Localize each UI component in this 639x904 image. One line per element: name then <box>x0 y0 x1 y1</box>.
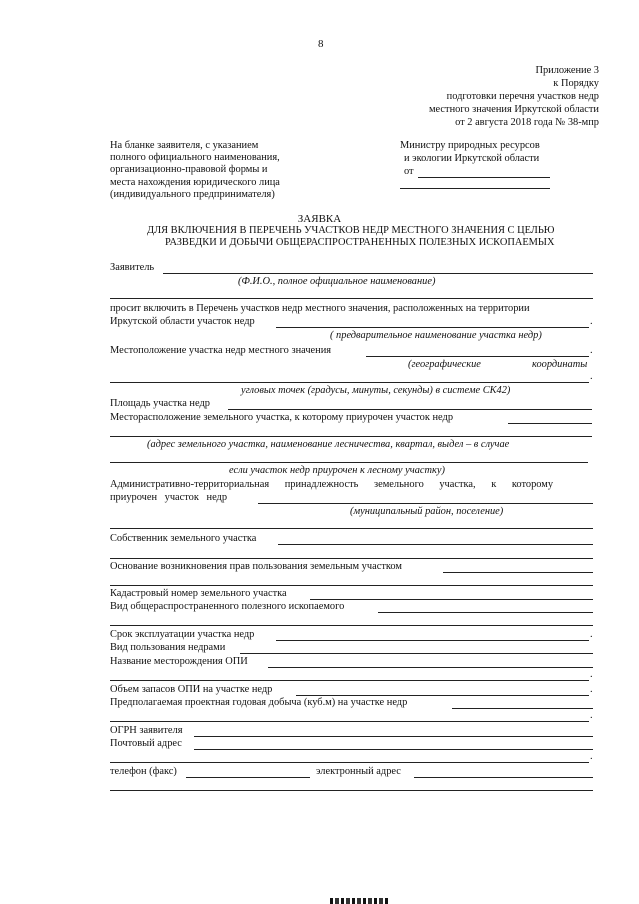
contacts-field-2[interactable] <box>110 790 593 791</box>
deposit-name-field-2[interactable] <box>110 680 589 681</box>
coords-hint-2: угловых точек (градусы, минуты, секунды) в системе СК42) <box>241 385 511 396</box>
term-label: Срок эксплуатации участка недр <box>110 629 255 640</box>
basis-label: Основание возникновения прав пользования земельным участком <box>110 561 402 572</box>
page-number: 8 <box>318 38 324 50</box>
reserves-field[interactable] <box>296 695 589 696</box>
applicant-field-2[interactable] <box>110 298 593 299</box>
form-heading: ЗАЯВКА <box>297 213 342 225</box>
term-field[interactable] <box>276 640 589 641</box>
mineral-type-field[interactable] <box>378 612 593 613</box>
email-label: электронный адрес <box>316 766 401 777</box>
addressee-from-field[interactable] <box>418 177 550 178</box>
addressee-from-label: от <box>404 166 414 177</box>
applicant-label: Заявитель <box>110 262 155 273</box>
basis-field[interactable] <box>443 572 593 573</box>
mineral-type-label: Вид общераспространенного полезного ископаемого <box>110 601 345 612</box>
request-line-2-end: . <box>590 316 593 327</box>
blank-note-line: (индивидуального предпринимателя) <box>110 188 275 200</box>
ogrn-field[interactable] <box>194 736 593 737</box>
term-end: . <box>590 629 593 640</box>
use-type-label: Вид пользования недрами <box>110 642 226 653</box>
land-location-label: Месторасположение земельного участка, к которому приурочен участок недр <box>110 412 454 423</box>
coords-hint-b: координаты <box>532 359 588 370</box>
cadastral-label: Кадастровый номер земельного участка <box>110 588 287 599</box>
land-hint-1: (адрес земельного участка, наименование лесничества, квартал, выдел – в случае <box>147 439 510 450</box>
coords-hint-a: (географические <box>408 359 481 370</box>
admin-field-2[interactable] <box>110 528 593 529</box>
addressee-line-2: и экологии Иркутской области <box>404 153 540 164</box>
use-type-field[interactable] <box>240 653 593 654</box>
admin-hint: (муниципальный район, поселение) <box>350 506 504 517</box>
deposit-end: . <box>590 669 593 680</box>
form-title-line-1: ДЛЯ ВКЛЮЧЕНИЯ В ПЕРЕЧЕНЬ УЧАСТКОВ НЕДР МЕСТНОГО ЗНАЧЕНИЯ С ЦЕЛЬЮ <box>147 225 555 236</box>
postal-field-2[interactable] <box>110 762 589 763</box>
location-label: Местоположение участка недр местного значения <box>110 345 332 356</box>
blank-note-line: полного официального наименования, <box>110 152 280 164</box>
coords-field[interactable] <box>110 382 589 383</box>
area-field[interactable] <box>228 409 592 410</box>
scan-artifact <box>330 898 390 904</box>
location-field[interactable] <box>366 356 589 357</box>
production-end: . <box>590 710 593 721</box>
production-field-2[interactable] <box>110 721 589 722</box>
request-line-1: просит включить в Перечень участков недр местного значения, расположенных на территории <box>110 303 530 314</box>
land-location-field-2[interactable] <box>110 436 592 437</box>
postal-label: Почтовый адрес <box>110 738 182 749</box>
email-field[interactable] <box>414 777 593 778</box>
land-location-field-3[interactable] <box>110 462 588 463</box>
appendix-line: от 2 августа 2018 года № 38-мпр <box>455 117 599 128</box>
ogrn-label: ОГРН заявителя <box>110 725 183 736</box>
phone-label: телефон (факс) <box>110 766 177 777</box>
area-label: Площадь участка недр <box>110 398 210 409</box>
admin-field[interactable] <box>258 503 593 504</box>
admin-line-2: приурочен участок недр <box>110 492 228 503</box>
appendix-line: местного значения Иркутской области <box>428 104 599 115</box>
admin-line-1-text: Административно-территориальная принадлежность земельного участка, к которому <box>110 479 554 490</box>
deposit-name-field[interactable] <box>268 667 593 668</box>
blank-note <box>110 140 280 201</box>
mineral-type-field-2[interactable] <box>110 625 593 626</box>
request-line-2: Иркутской области участок недр <box>110 316 255 327</box>
appendix-line: к Порядку <box>553 78 599 89</box>
form-title-line-2: РАЗВЕДКИ И ДОБЫЧИ ОБЩЕРАСПРОСТРАНЕННЫХ ПОЛЕЗНЫХ ИСКОПАЕМЫХ <box>165 237 555 248</box>
applicant-hint: (Ф.И.О., полное официальное наименование) <box>238 276 436 287</box>
cadastral-field[interactable] <box>310 599 593 600</box>
appendix-line: подготовки перечня участков недр <box>446 91 599 102</box>
reserves-end: . <box>590 684 593 695</box>
owner-label: Собственник земельного участка <box>110 533 257 544</box>
admin-line-1 <box>110 479 593 491</box>
coords-line-end: . <box>590 371 593 382</box>
appendix-block <box>429 64 599 129</box>
subsoil-name-field[interactable] <box>276 327 589 328</box>
addressee-from-field-2[interactable] <box>400 188 550 189</box>
blank-note-line: организационно-правовой формы и <box>110 164 268 176</box>
land-hint-2: если участок недр приурочен к лесному участку) <box>229 465 445 476</box>
deposit-name-label: Название месторождения ОПИ <box>110 656 248 667</box>
reserves-label: Объем запасов ОПИ на участке недр <box>110 684 273 695</box>
postal-end: . <box>590 751 593 762</box>
applicant-field[interactable] <box>163 273 593 274</box>
owner-field-2[interactable] <box>110 558 593 559</box>
addressee-line-1: Министру природных ресурсов <box>400 140 540 151</box>
owner-field[interactable] <box>278 544 593 545</box>
production-label: Предполагаемая проектная годовая добыча (куб.м) на участке недр <box>110 697 408 708</box>
blank-note-line: На бланке заявителя, с указанием <box>110 140 259 151</box>
subsoil-name-hint: ( предварительное наименование участка недр) <box>330 330 542 341</box>
postal-field[interactable] <box>194 749 593 750</box>
appendix-line: Приложение 3 <box>535 65 599 76</box>
location-end: . <box>590 345 593 356</box>
phone-field[interactable] <box>186 777 310 778</box>
blank-note-line: места нахождения юридического лица <box>110 176 280 188</box>
basis-field-2[interactable] <box>110 585 593 586</box>
production-field[interactable] <box>452 708 593 709</box>
land-location-field[interactable] <box>508 423 592 424</box>
